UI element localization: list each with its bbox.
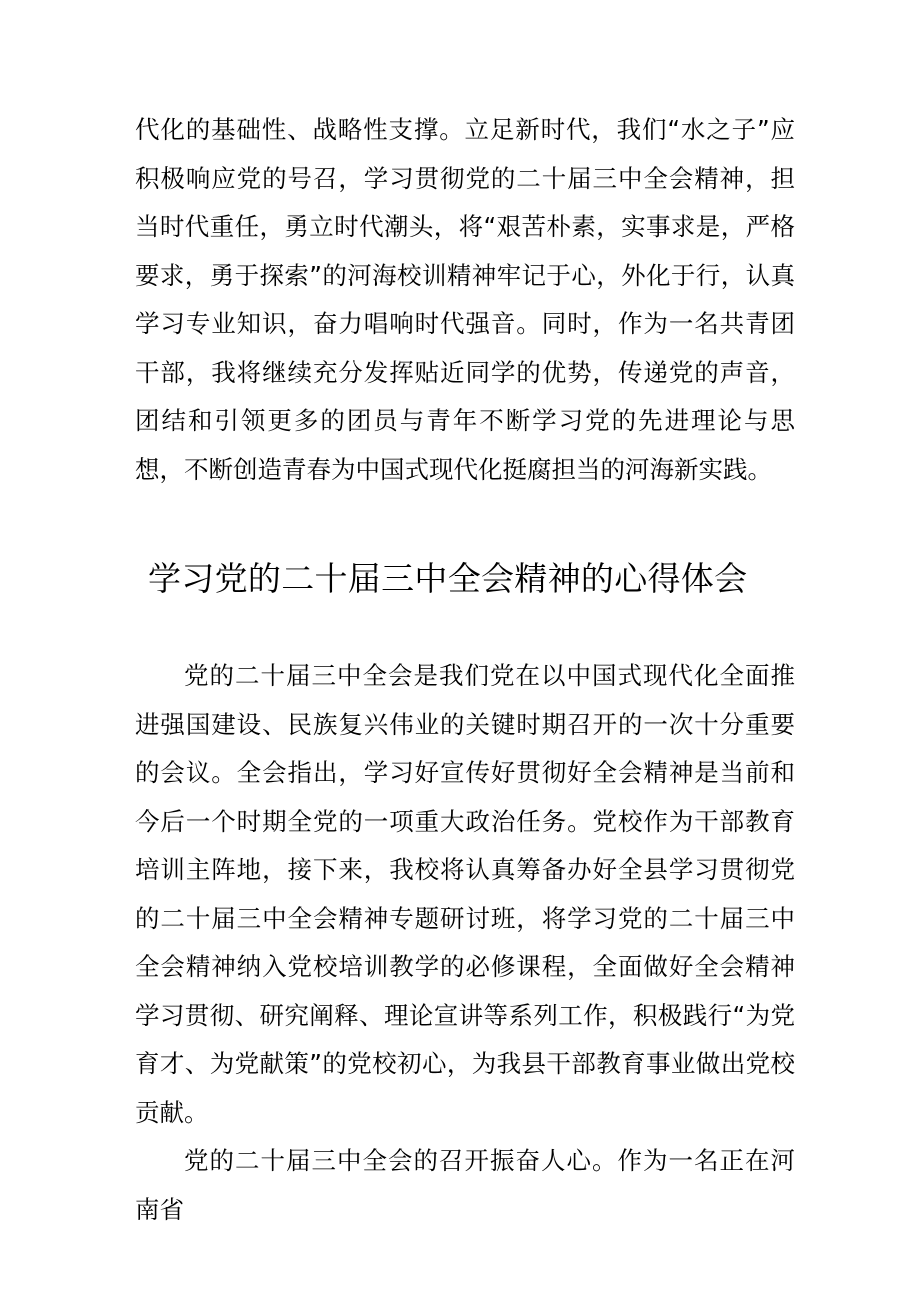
section-heading: 学习党的二十届三中全会精神的心得体会 bbox=[148, 559, 748, 598]
continuation-paragraph: 代化的基础性、战略性支撑。立足新时代，我们“水之子”应积极响应党的号召，学习贯彻党的二十届三中全会精神，担当时代重任，勇立时代潮头，将“艰苦朴素，实事求是，严格要求，勇于探索”的河海校训精神牢记于心，外化于行，认真学习专业知识，奋力唱响时代强音。同时，作为一名共青团干部，我将继续充分发挥贴近同学的优势，传递党的声音，团结和引领更多的团员与青年不断学习党的先进理论与思想，不断创造青春为中国式现代化挺腐担当的河海新实践。 bbox=[135, 115, 795, 484]
body-paragraph-truncated: 党的二十届三中全会的召开振奋人心。作为一名正在河南省 bbox=[135, 1146, 795, 1224]
body-paragraph: 党的二十届三中全会是我们党在以中国式现代化全面推进强国建设、民族复兴伟业的关键时期召开的一次十分重要的会议。全会指出，学习好宣传好贯彻好全会精神是当前和今后一个时期全党的一项重大政治任务。党校作为干部教育培训主阵地，接下来，我校将认真筹备办好全县学习贯彻党的二十届三中全会精神专题研讨班，将学习党的二十届三中全会精神纳入党校培训教学的必修课程，全面做好全会精神学习贯彻、研究阐释、理论宣讲等系列工作，积极践行“为党育才、为党献策”的党校初心，为我县干部教育事业做出党校贡献。 bbox=[135, 661, 795, 1127]
